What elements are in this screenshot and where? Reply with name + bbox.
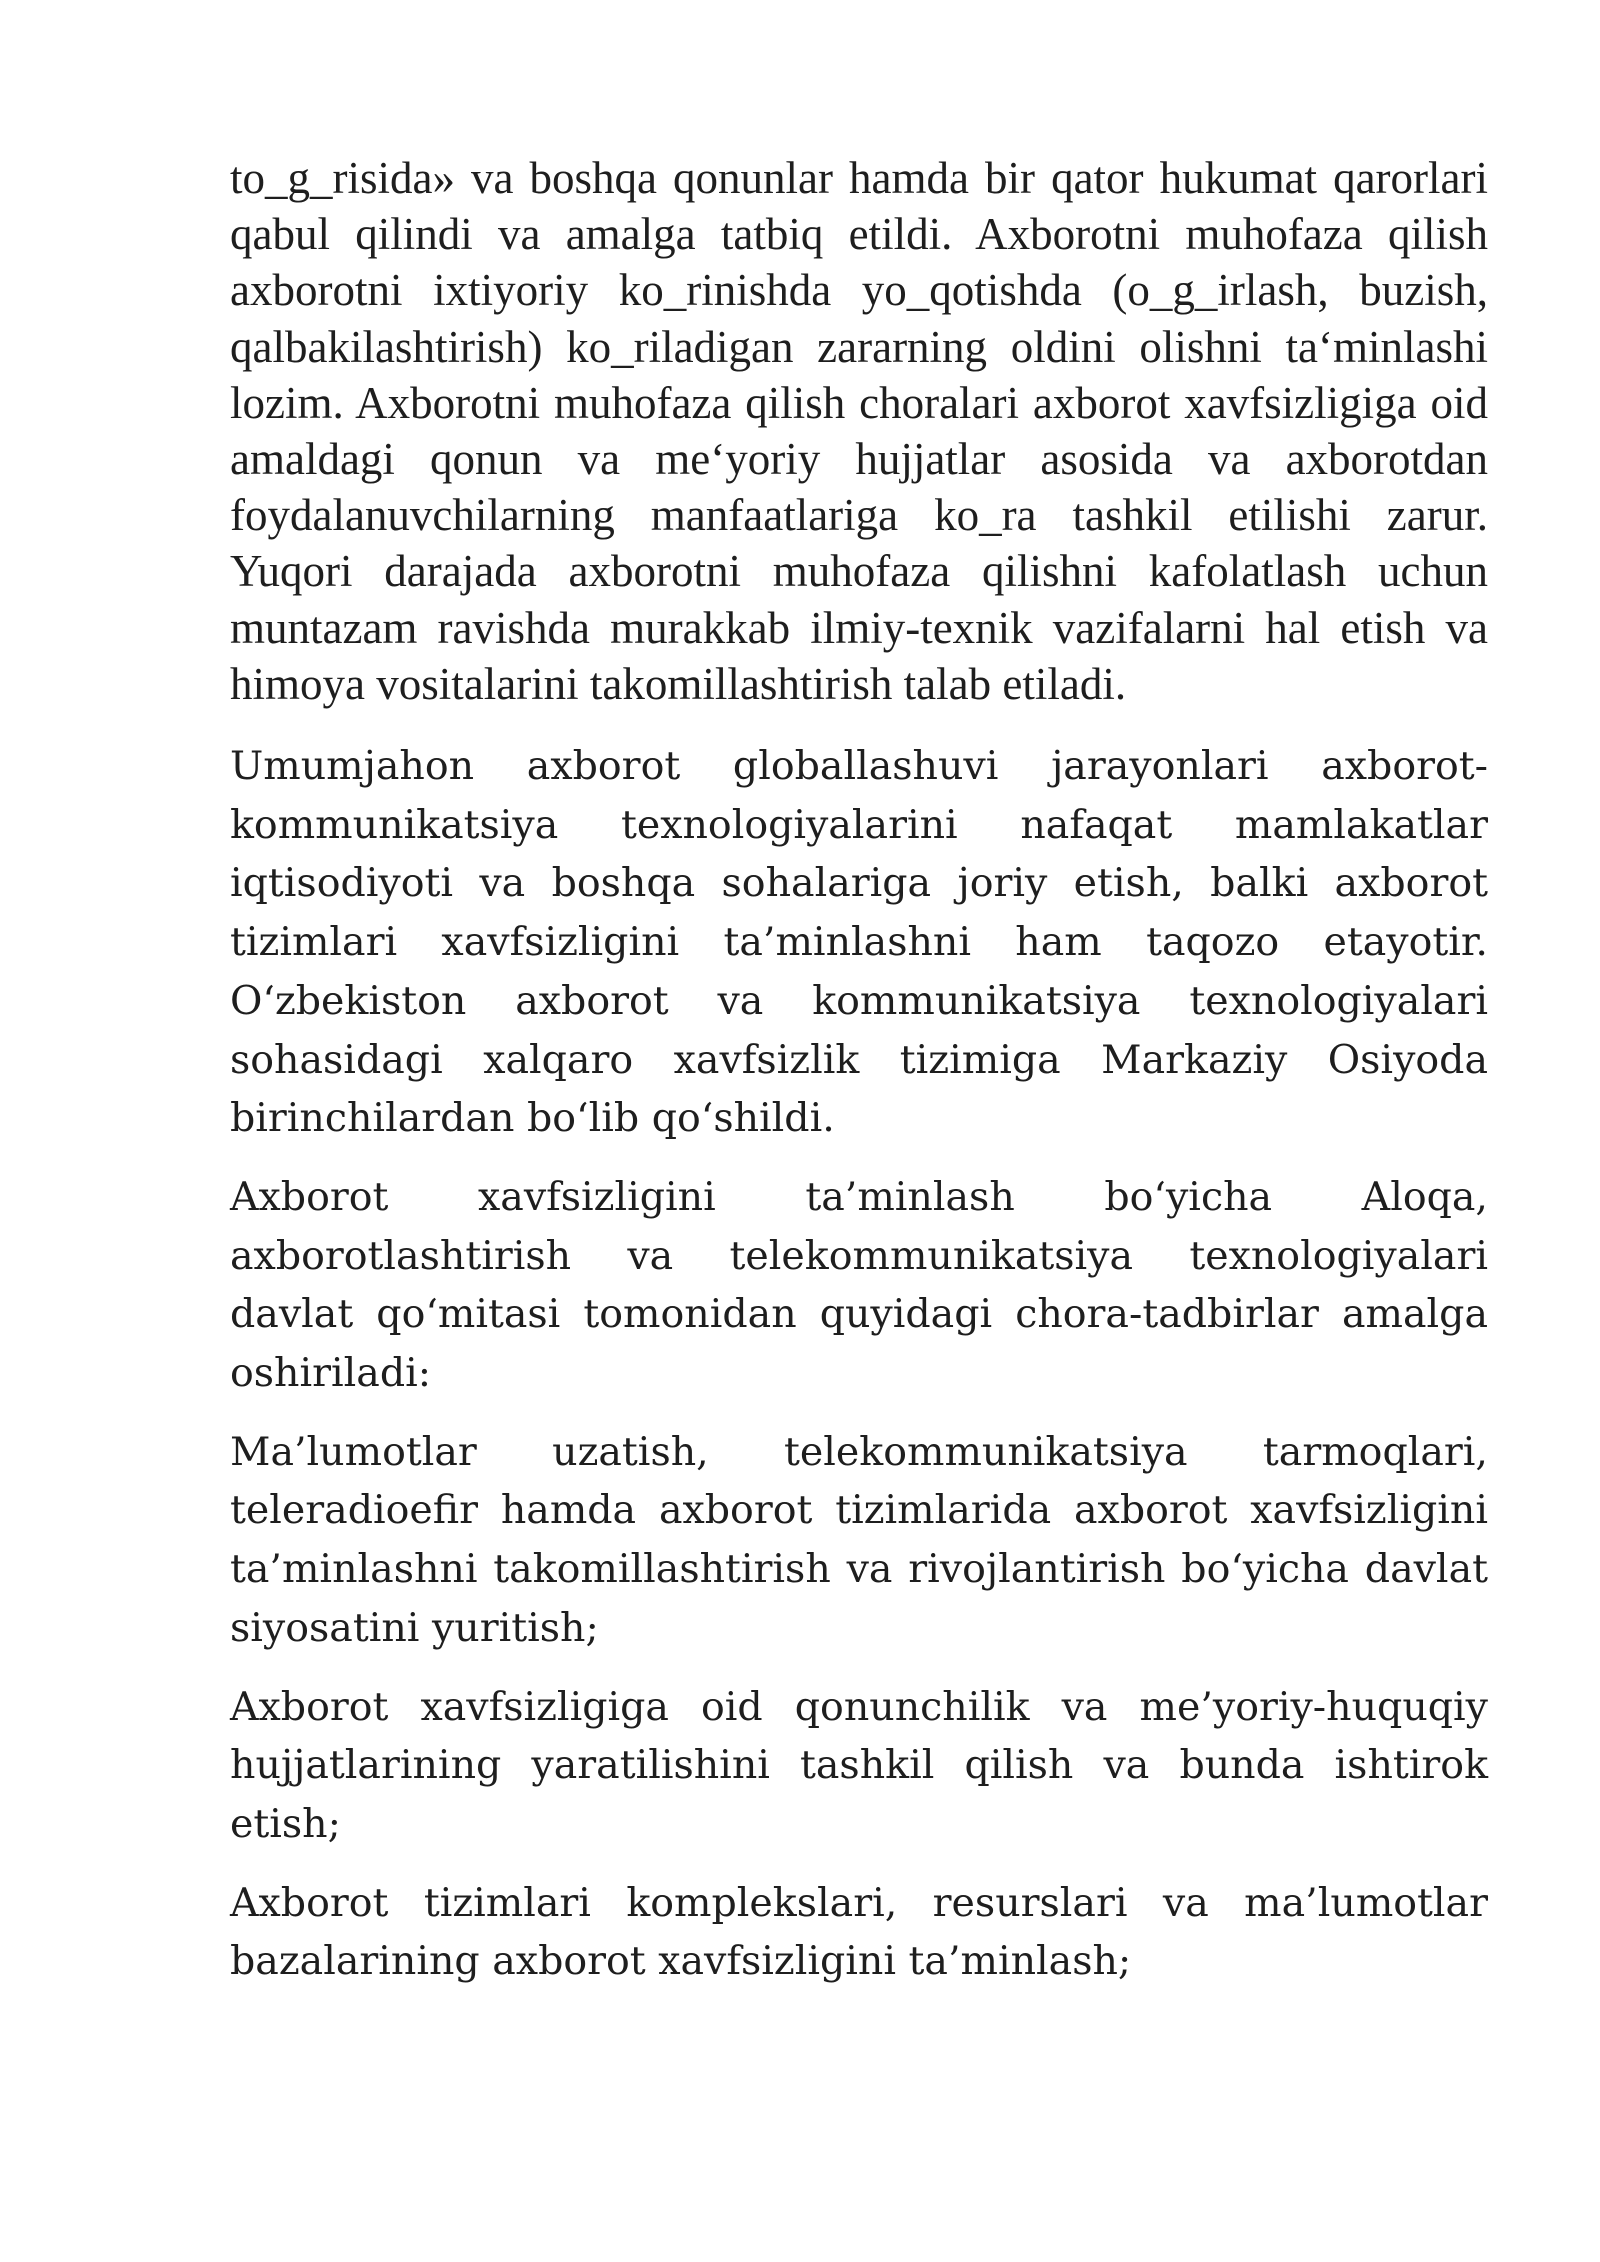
paragraph-state-policy: Ma’lumotlar uzatish, telekommunikatsiya tarmoqlari, teleradioefir hamda axborot tizimlarida axborot xavfsizligini ta’minlashni takomillashtirish va rivojlantirish bo‘yicha davlat siyosatini yuritish; — [230, 1428, 1488, 1651]
paragraph-information-systems: Axborot tizimlari komplekslari, resurslari va ma’lumotlar bazalarining axborot xavfsizligini ta’minlash; — [230, 1879, 1488, 1985]
paragraph-committee-measures: Axborot xavfsizligini ta’minlash bo‘yicha Aloqa, axborotlashtirish va telekommunikatsiya texnologiyalari davlat qo‘mitasi tomonidan quyidagi chora-tadbirlar amalga oshiriladi: — [230, 1173, 1488, 1397]
paragraph-legislation: Axborot xavfsizligiga oid qonunchilik va me’yoriy-huquqiy hujjatlarining yaratilishini tashkil qilish va bunda ishtirok etish; — [230, 1683, 1488, 1847]
paragraph-globalization: Umumjahon axborot globallashuvi jarayonlari axborot-kommunikatsiya texnologiyalarini nafaqat mamlakatlar iqtisodiyoti va boshqa sohalariga joriy etish, balki axborot tizimlari xavfsizligini ta’minlashni ham taqozo etayotir. O‘zbekiston axborot va kommunikatsiya texnologiyalari sohasidagi xalqaro xavfsizlik tizimiga Markaziy Osiyoda birinchilardan bo‘lib qo‘shildi. — [230, 743, 1488, 1142]
document-page — [230, 150, 1488, 1991]
paragraph-information-protection: to_g_risida» va boshqa qonunlar hamda bir qator hukumat qarorlari qabul qilindi va amalga tatbiq etildi. Axborotni muhofaza qilish axborotni ixtiyoriy ko_rinishda yo_qotishda (o_g_irlash, buzish, qalbakilashtirish) ko_riladigan zararning oldini olishni ta‘minlashi lozim. Axborotni muhofaza qilish choralari axborot xavfsizligiga oid amaldagi qonun va me‘yoriy hujjatlar asosida va axborotdan foydalanuvchilarning manfaatlariga ko_ra tashkil etilishi zarur. Yuqori darajada axborotni muhofaza qilishni kafolatlash uchun muntazam ravishda murakkab ilmiy-texnik vazifalarni hal etish va himoya vositalarini takomillashtirish talab etiladi. — [230, 153, 1488, 709]
